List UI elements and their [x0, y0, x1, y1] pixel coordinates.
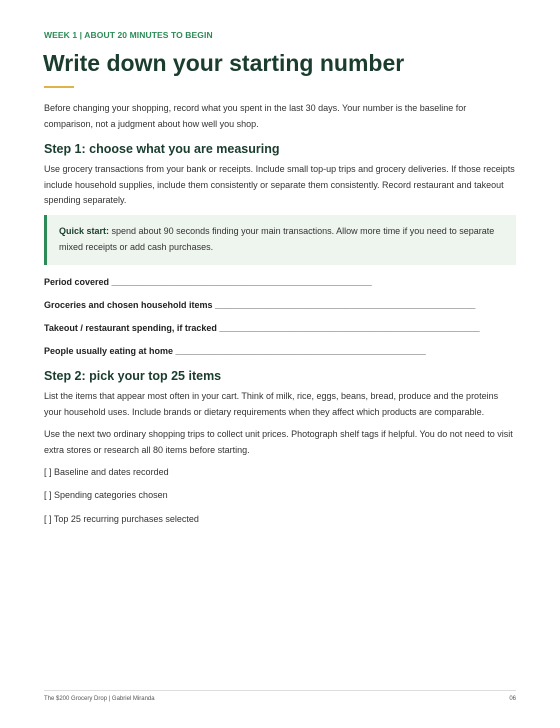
- field-period-covered: Period covered ____________________________________________________: [44, 277, 372, 287]
- field-groceries: Groceries and chosen household items ____________________________________________________: [44, 300, 476, 310]
- step1-paragraph: Use grocery transactions from your bank or receipts. Include small top-up trips and grocery deliveries. If those receipts include household supplies, include them consistently or separate them consistently. Record restaurant and takeout spending separately.: [44, 164, 515, 205]
- field-people: People usually eating at home __________________________________________________: [44, 346, 426, 356]
- footer-title: The $200 Grocery Drop | Gabriel Miranda: [44, 696, 155, 702]
- quick-start-callout: [44, 215, 516, 265]
- callout-label: Quick start:: [59, 226, 110, 236]
- page-title: Write down your starting number: [43, 50, 405, 76]
- checklist-item: [ ] Baseline and dates recorded: [44, 467, 169, 477]
- step2-paragraph-1: List the items that appear most often in your cart. Think of milk, rice, eggs, beans, bread, produce and the proteins your household uses. Include brands or dietary requirements when they affect which products are comparable.: [44, 391, 499, 417]
- step1-heading: Step 1: choose what you are measuring: [44, 142, 280, 156]
- checklist-item: [ ] Top 25 recurring purchases selected: [44, 514, 199, 524]
- field-takeout: Takeout / restaurant spending, if tracked ____________________________________________________: [44, 323, 480, 333]
- footer-divider: [44, 690, 516, 691]
- page-number: 06: [509, 696, 516, 702]
- step2-paragraph-2: Use the next two ordinary shopping trips to collect unit prices. Photograph shelf tags if helpful. You do not need to visit extra stores or research all 80 items before starting.: [44, 429, 513, 455]
- callout-body: spend about 90 seconds finding your main transactions. Allow more time if you need to separate mixed receipts or add cash purchases.: [59, 226, 495, 252]
- callout-text: [59, 224, 499, 255]
- checklist-item: [ ] Spending categories chosen: [44, 490, 168, 500]
- intro-paragraph: Before changing your shopping, record what you spent in the last 30 days. Your number is the baseline for comparison, not a judgment about how well you shop.: [44, 103, 467, 129]
- eyebrow-label: WEEK 1 | ABOUT 20 MINUTES TO BEGIN: [44, 30, 213, 40]
- title-accent-rule: [44, 86, 74, 88]
- step2-heading: Step 2: pick your top 25 items: [44, 369, 222, 383]
